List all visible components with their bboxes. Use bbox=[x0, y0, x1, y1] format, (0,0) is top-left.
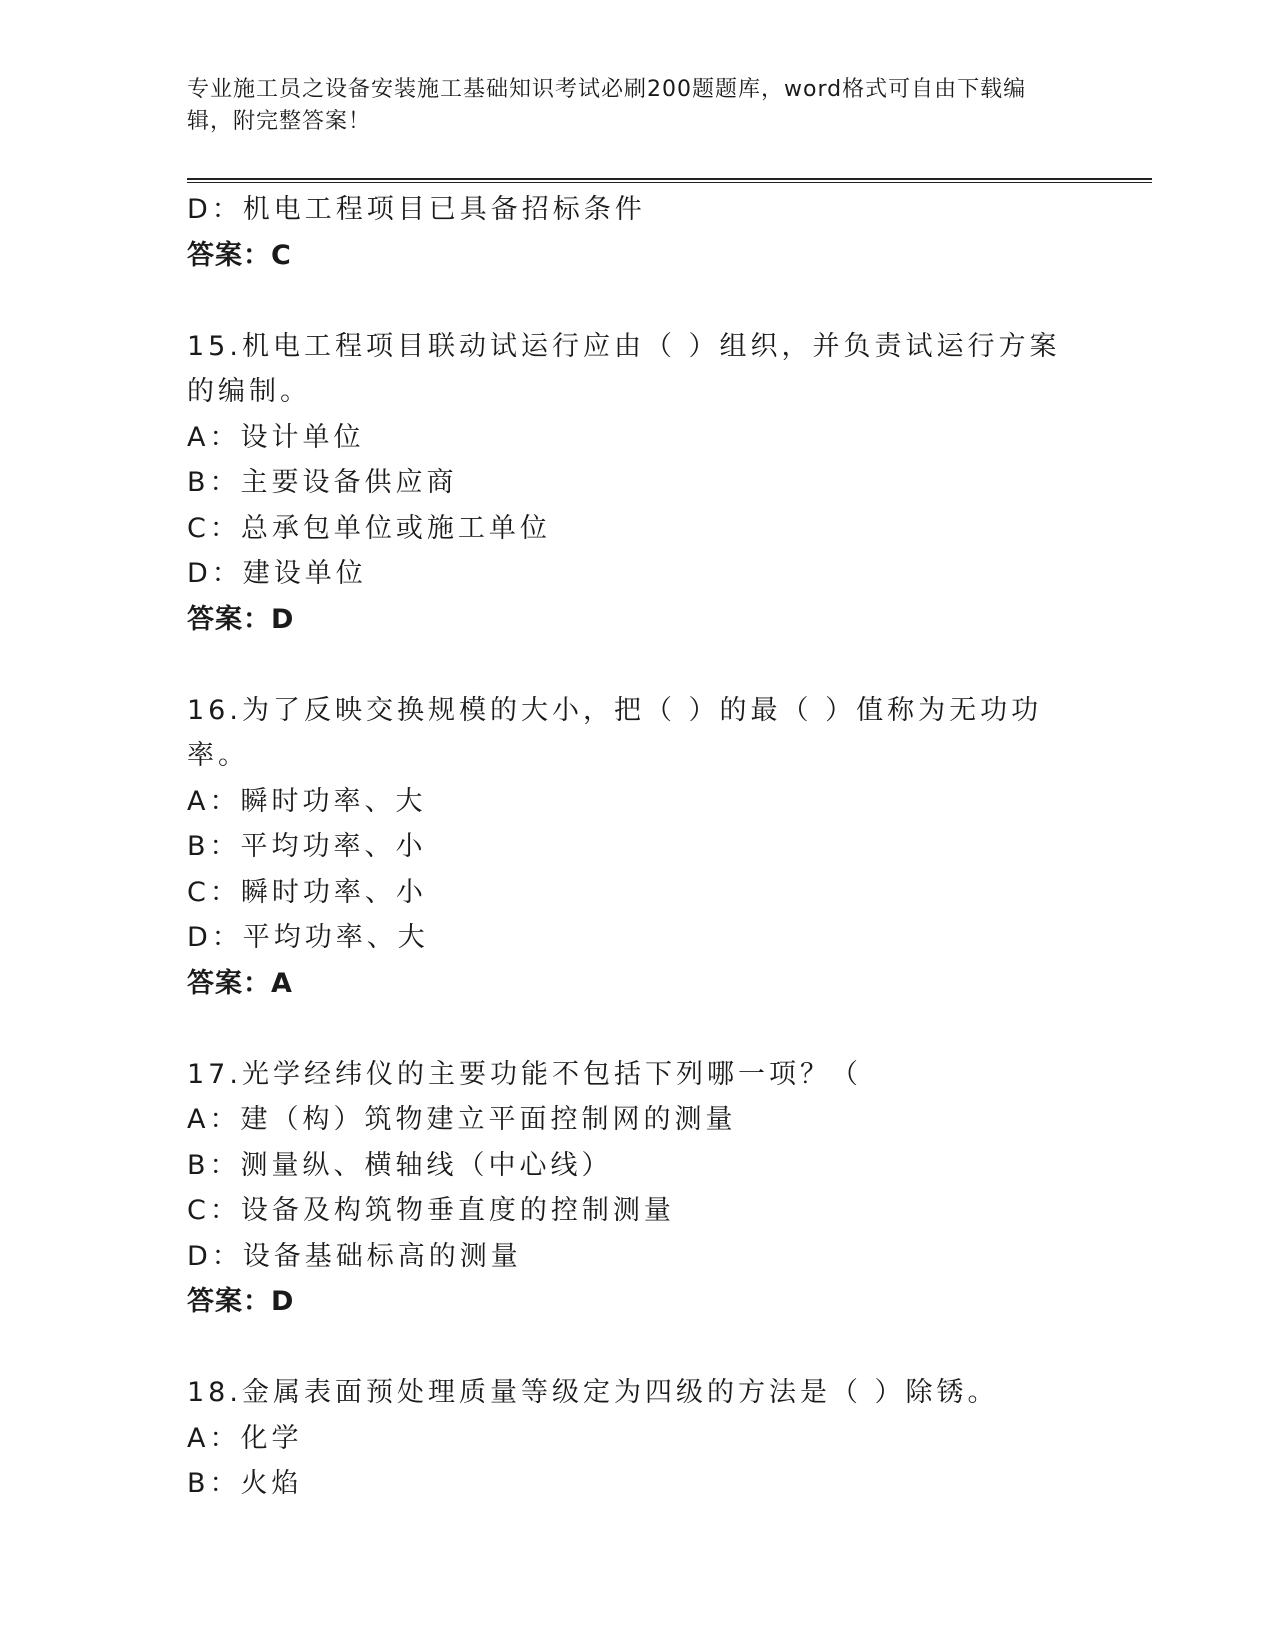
spacer bbox=[187, 1325, 1067, 1371]
carryover-answer: 答案：C bbox=[187, 239, 292, 271]
option-a: A：设计单位 bbox=[187, 421, 365, 453]
option-c: C：设备及构筑物垂直度的控制测量 bbox=[187, 1195, 675, 1226]
header-divider bbox=[187, 178, 1152, 183]
option-a: A：瞬时功率、大 bbox=[187, 785, 427, 817]
option-c: C：总承包单位或施工单位 bbox=[187, 512, 551, 544]
question-stem: 16.为了反映交换规模的大小，把（ ）的最（ ）值称为无功功率。 bbox=[187, 694, 1043, 771]
question-answer: 答案：A bbox=[187, 967, 293, 999]
option-d: D：设备基础标高的测量 bbox=[187, 1240, 522, 1272]
option-b: B：平均功率、小 bbox=[187, 831, 427, 862]
option-d: D：平均功率、大 bbox=[187, 922, 429, 953]
spacer bbox=[187, 642, 1067, 688]
option-a: A：化学 bbox=[187, 1422, 303, 1454]
option-b: B：火焰 bbox=[187, 1468, 303, 1499]
question-17 bbox=[187, 1052, 1067, 1325]
question-15 bbox=[187, 324, 1067, 643]
question-16 bbox=[187, 688, 1067, 1007]
spacer bbox=[187, 278, 1067, 324]
document-header: 专业施工员之设备安装施工基础知识考试必刷200题题库，word格式可自由下载编辑，附完整答案！ bbox=[187, 77, 1027, 134]
option-c: C：瞬时功率、小 bbox=[187, 876, 427, 908]
option-b: B：主要设备供应商 bbox=[187, 467, 458, 498]
question-stem: 17.光学经纬仪的主要功能不包括下列哪一项？（ bbox=[187, 1058, 862, 1090]
option-d: D：建设单位 bbox=[187, 558, 367, 589]
option-a: A：建（构）筑物建立平面控制网的测量 bbox=[187, 1104, 737, 1135]
question-stem: 18.金属表面预处理质量等级定为四级的方法是（ ）除锈。 bbox=[187, 1377, 999, 1408]
question-18 bbox=[187, 1370, 1067, 1507]
option-b: B：测量纵、横轴线（中心线） bbox=[187, 1149, 613, 1181]
question-answer: 答案：D bbox=[187, 603, 295, 635]
question-stem: 15.机电工程项目联动试运行应由（ ）组织，并负责试运行方案的编制。 bbox=[187, 330, 1061, 407]
carryover-option-d: D：机电工程项目已具备招标条件 bbox=[187, 194, 646, 225]
question-content bbox=[187, 187, 1067, 1507]
spacer bbox=[187, 1006, 1067, 1052]
question-answer: 答案：D bbox=[187, 1286, 295, 1317]
